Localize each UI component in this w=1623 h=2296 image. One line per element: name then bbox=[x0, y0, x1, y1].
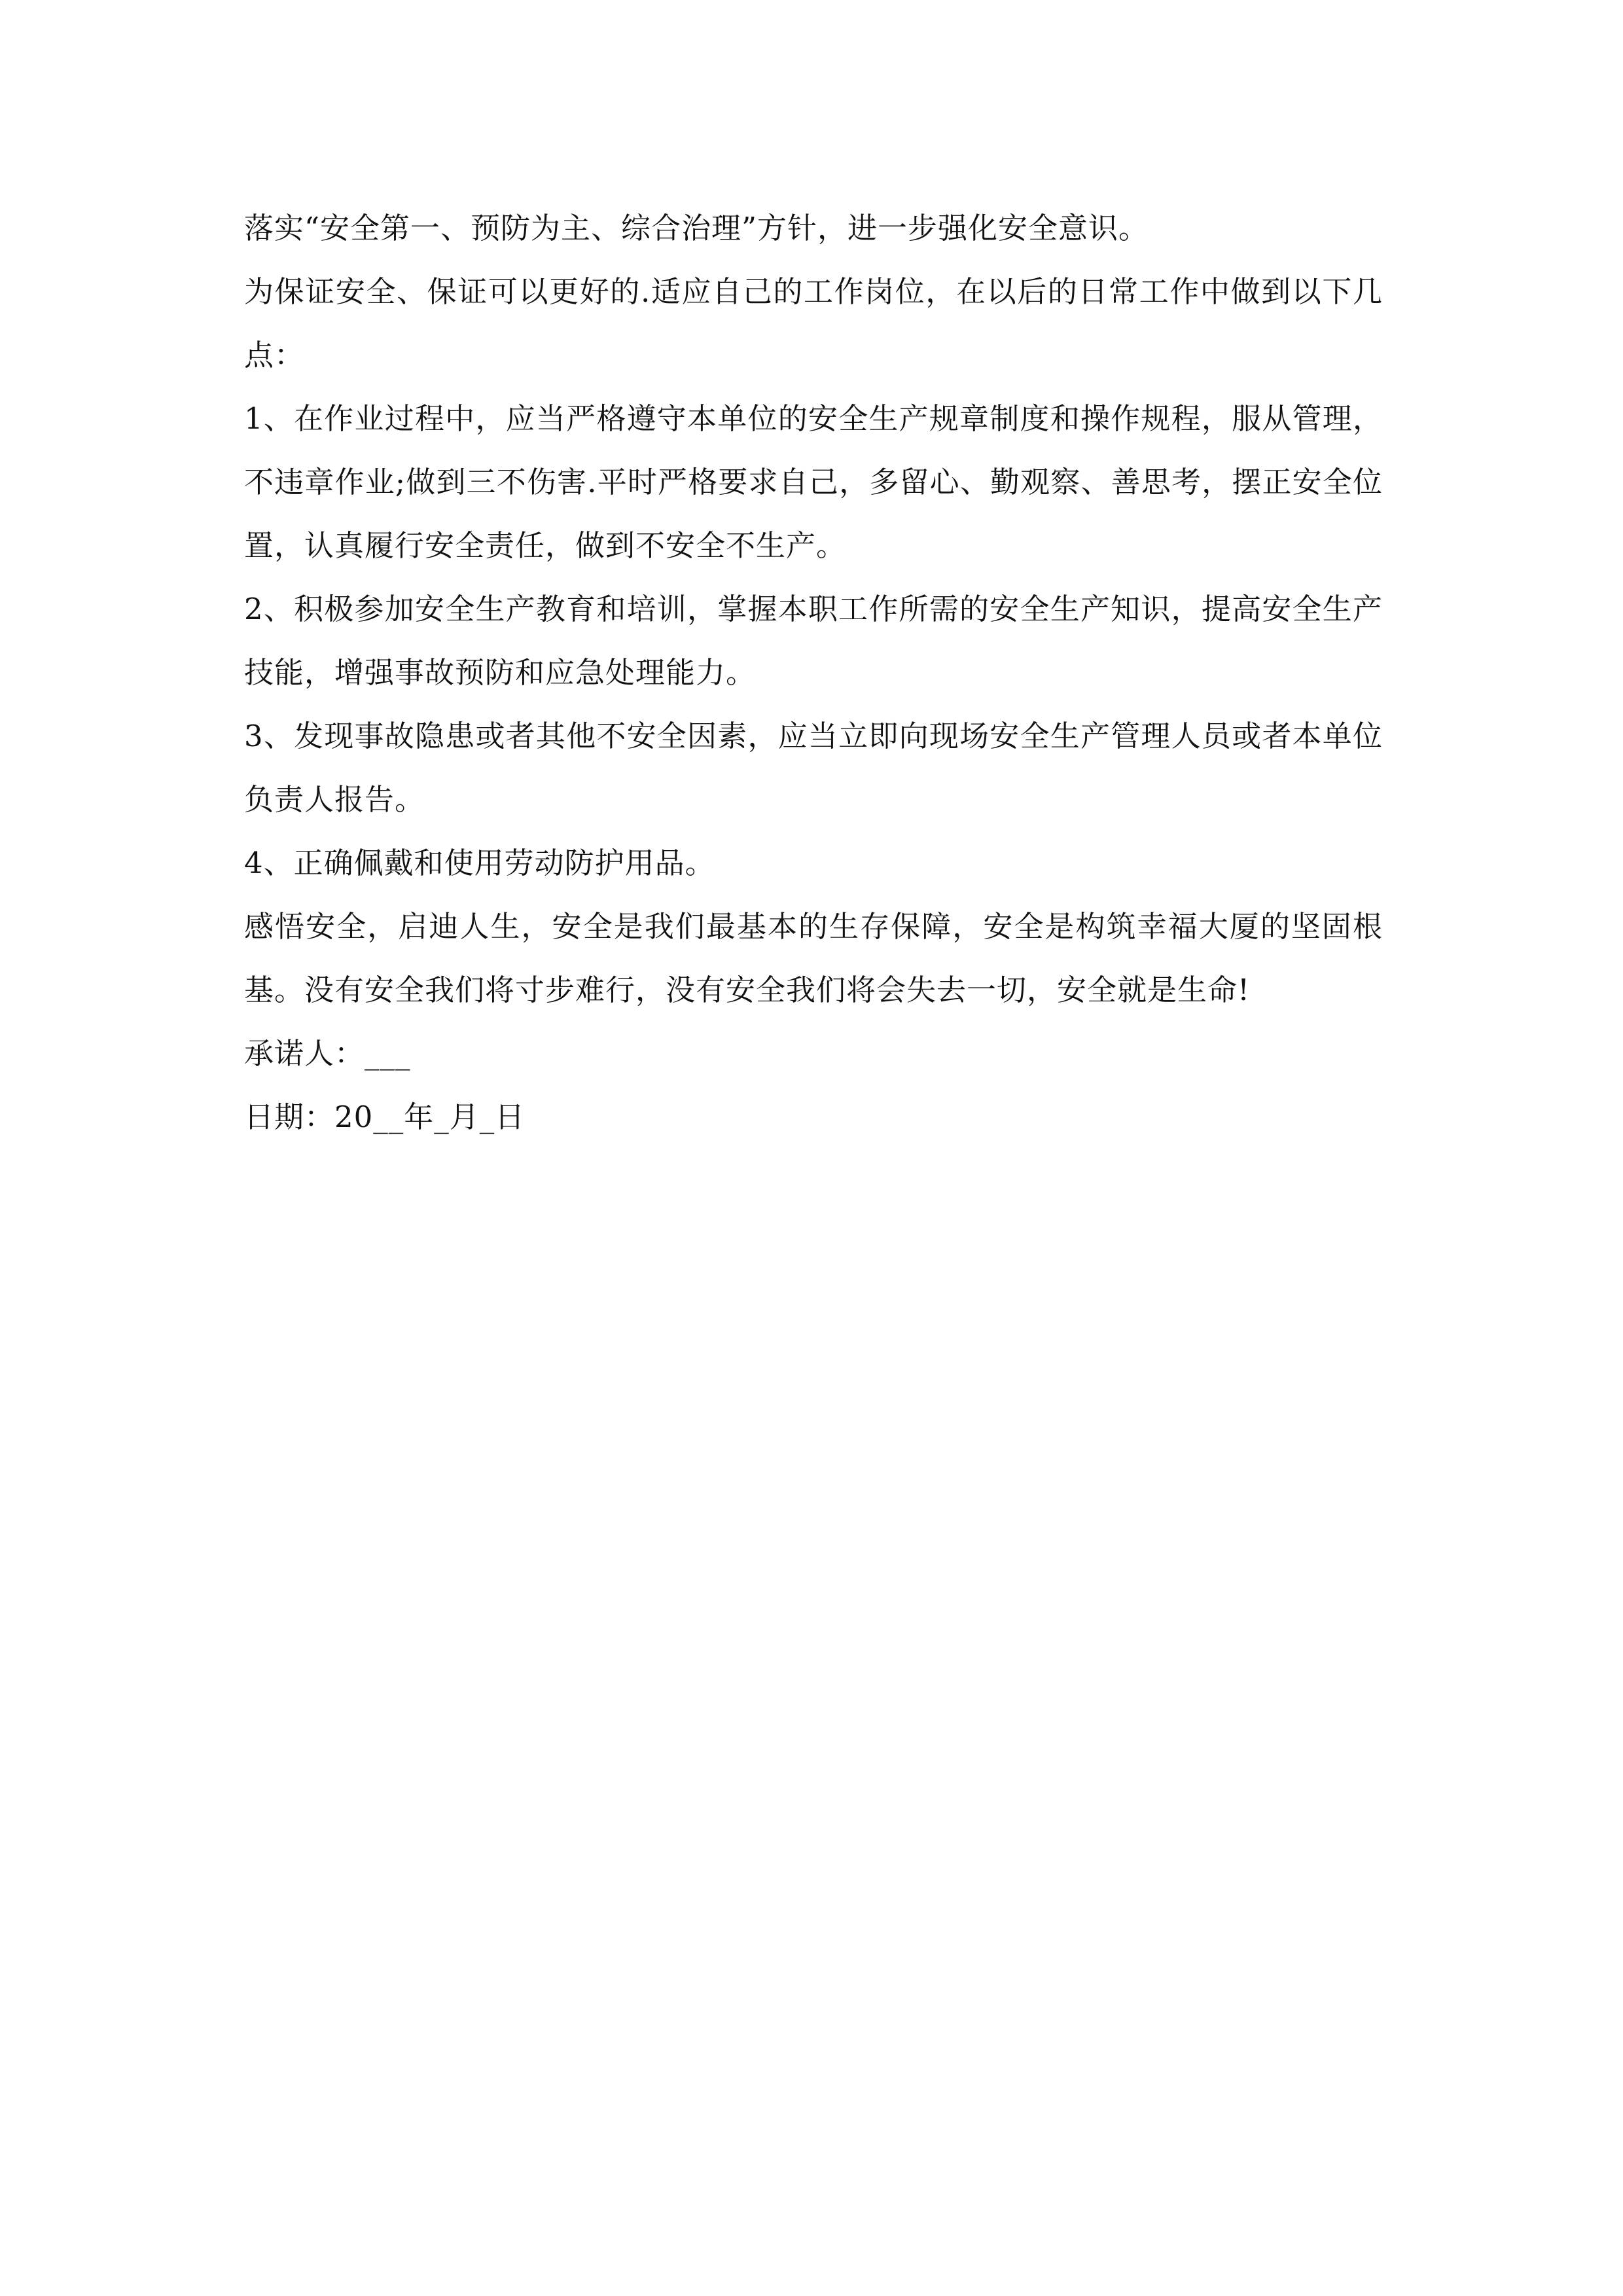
commitment-lead-paragraph: 为保证安全、保证可以更好的.适应自己的工作岗位，在以后的日常工作中做到以下几点： bbox=[244, 274, 1383, 372]
commitment-item-4: 4、正确佩戴和使用劳动防护用品。 bbox=[244, 846, 715, 880]
document-body bbox=[244, 196, 1383, 1149]
signatory-line: 承诺人：___ bbox=[244, 1036, 411, 1071]
commitment-item-1: 1、在作业过程中，应当严格遵守本单位的安全生产规章制度和操作规程，服从管理，不违章作业;做到三不伤害.平时严格要求自己，多留心、勤观察、善思考，摆正安全位置，认真履行安全责任，做到不安全不生产。 bbox=[244, 401, 1383, 563]
intro-paragraph: 落实“安全第一、预防为主、综合治理”方针，进一步强化安全意识。 bbox=[244, 211, 1149, 245]
date-line: 日期：20__年_月_日 bbox=[244, 1100, 526, 1134]
commitment-item-2: 2、积极参加安全生产教育和培训，掌握本职工作所需的安全生产知识，提高安全生产技能，增强事故预防和应急处理能力。 bbox=[244, 592, 1383, 690]
closing-paragraph: 感悟安全，启迪人生，安全是我们最基本的生存保障，安全是构筑幸福大厦的坚固根基。没有安全我们将寸步难行，没有安全我们将会失去一切，安全就是生命! bbox=[244, 909, 1383, 1007]
commitment-item-3: 3、发现事故隐患或者其他不安全因素，应当立即向现场安全生产管理人员或者本单位负责人报告。 bbox=[244, 719, 1383, 817]
